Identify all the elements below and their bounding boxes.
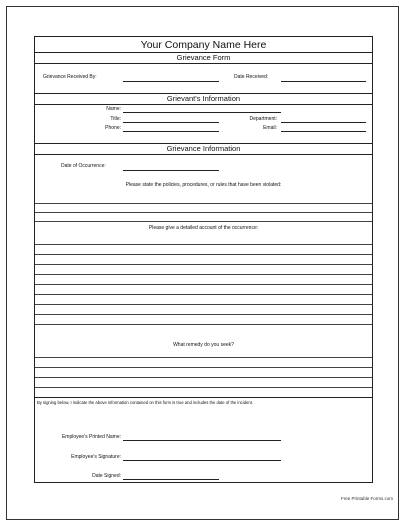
phone-label: Phone:	[105, 125, 121, 131]
title-field[interactable]	[123, 122, 219, 123]
company-name: Your Company Name Here	[140, 39, 267, 51]
account-line-4[interactable]	[35, 274, 372, 275]
divider	[35, 63, 372, 64]
remedy-line-2[interactable]	[35, 367, 372, 368]
name-field[interactable]	[123, 112, 281, 113]
footer-text: Free Printable Forms.com	[340, 496, 393, 501]
name-label: Name:	[106, 106, 121, 112]
account-line-2[interactable]	[35, 254, 372, 255]
account-line-8[interactable]	[35, 314, 372, 315]
remedy-line-4[interactable]	[35, 387, 372, 388]
date-signed-field[interactable]	[123, 479, 219, 480]
divider	[35, 397, 372, 398]
date-received-label: Date Received:	[234, 74, 269, 80]
account-line-6[interactable]	[35, 294, 372, 295]
printed-name-field[interactable]	[123, 440, 281, 441]
account-line-7[interactable]	[35, 304, 372, 305]
account-line-3[interactable]	[35, 264, 372, 265]
remedy-line-3[interactable]	[35, 377, 372, 378]
email-field[interactable]	[281, 131, 366, 132]
policies-line-1[interactable]	[35, 203, 372, 204]
divider	[35, 104, 372, 105]
grievance-received-by-label: Grievance Received By:	[43, 74, 97, 80]
date-of-occurrence-label: Date of Occurrence:	[61, 163, 106, 169]
policies-line-3[interactable]	[35, 221, 372, 222]
certification-text: By signing below, I indicate the above information contained on this form is true and includes the date of the incident.	[37, 400, 254, 405]
date-of-occurrence-field[interactable]	[123, 170, 219, 171]
policies-line-2[interactable]	[35, 212, 372, 213]
department-label: Department:	[249, 116, 277, 122]
signature-label: Employee's Signature:	[71, 454, 121, 460]
phone-field[interactable]	[123, 131, 219, 132]
grievance-received-by-field[interactable]	[123, 81, 219, 82]
remedy-prompt: What remedy do you seek?	[173, 342, 234, 348]
remedy-line-1[interactable]	[35, 357, 372, 358]
grievance-form	[34, 36, 373, 483]
account-prompt: Please give a detailed account of the occurrence:	[148, 225, 259, 231]
date-received-field[interactable]	[281, 81, 366, 82]
printed-name-label: Employee's Printed Name:	[61, 434, 121, 440]
form-title: Grievance Form	[176, 53, 231, 62]
account-line-5[interactable]	[35, 284, 372, 285]
title-label: Title:	[110, 116, 121, 122]
grievant-section-title: Grievant's Information	[166, 94, 241, 103]
email-label: Email:	[263, 125, 277, 131]
department-field[interactable]	[281, 122, 366, 123]
divider	[35, 154, 372, 155]
account-line-9[interactable]	[35, 324, 372, 325]
account-line-1[interactable]	[35, 244, 372, 245]
date-signed-label: Date Signed:	[92, 473, 121, 479]
grievance-section-title: Grievance Information	[166, 144, 241, 153]
policies-prompt: Please state the policies, procedures, or rules that have been violated:	[125, 182, 282, 188]
signature-field[interactable]	[123, 460, 281, 461]
